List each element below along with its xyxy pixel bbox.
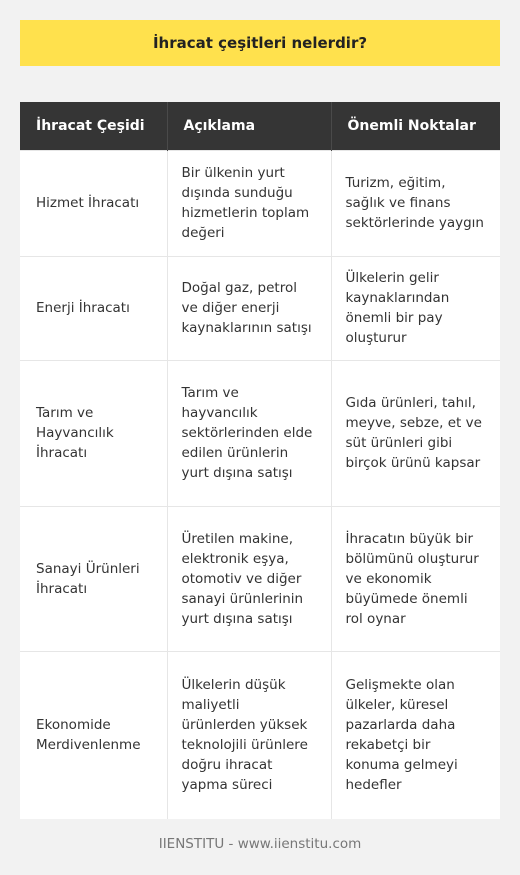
- cell-type: Hizmet İhracatı: [20, 150, 167, 256]
- table-row: [20, 651, 500, 819]
- cell-key-points: İhracatın büyük bir bölümünü oluşturur ve ekonomik büyümede önemli rol oynar: [331, 506, 500, 651]
- cell-key-points: Gelişmekte olan ülkeler, küresel pazarlarda daha rekabetçi bir konuma gelmeyi hedefler: [331, 651, 500, 819]
- page-title: İhracat çeşitleri nelerdir?: [152, 34, 368, 52]
- column-header-type: İhracat Çeşidi: [20, 102, 167, 150]
- cell-type: Ekonomide Merdivenlenme: [20, 651, 167, 819]
- cell-type: Enerji İhracatı: [20, 256, 167, 360]
- table-row: [20, 256, 500, 360]
- table-row: [20, 150, 500, 256]
- cell-description: Doğal gaz, petrol ve diğer enerji kaynaklarının satışı: [167, 256, 331, 360]
- cell-key-points: Ülkelerin gelir kaynaklarından önemli bir pay oluşturur: [331, 256, 500, 360]
- column-header-description: Açıklama: [167, 102, 331, 150]
- cell-key-points: Turizm, eğitim, sağlık ve finans sektörlerinde yaygın: [331, 150, 500, 256]
- cell-description: Ülkelerin düşük maliyetli ürünlerden yüksek teknolojili ürünlere doğru ihracat yapma süreci: [167, 651, 331, 819]
- footer-credit: IIENSTITU - www.iienstitu.com: [158, 836, 362, 852]
- export-types-table: [20, 102, 500, 819]
- cell-description: Üretilen makine, elektronik eşya, otomotiv ve diğer sanayi ürünlerinin yurt dışına satışı: [167, 506, 331, 651]
- table-row: [20, 360, 500, 506]
- table-header-row: [20, 102, 500, 150]
- cell-description: Tarım ve hayvancılık sektörlerinden elde edilen ürünlerin yurt dışına satışı: [167, 360, 331, 506]
- cell-key-points: Gıda ürünleri, tahıl, meyve, sebze, et ve süt ürünleri gibi birçok ürünü kapsar: [331, 360, 500, 506]
- page-title-banner: [20, 20, 500, 66]
- cell-type: Tarım ve Hayvancılık İhracatı: [20, 360, 167, 506]
- table-row: [20, 506, 500, 651]
- cell-type: Sanayi Ürünleri İhracatı: [20, 506, 167, 651]
- column-header-key-points: Önemli Noktalar: [331, 102, 500, 150]
- cell-description: Bir ülkenin yurt dışında sunduğu hizmetlerin toplam değeri: [167, 150, 331, 256]
